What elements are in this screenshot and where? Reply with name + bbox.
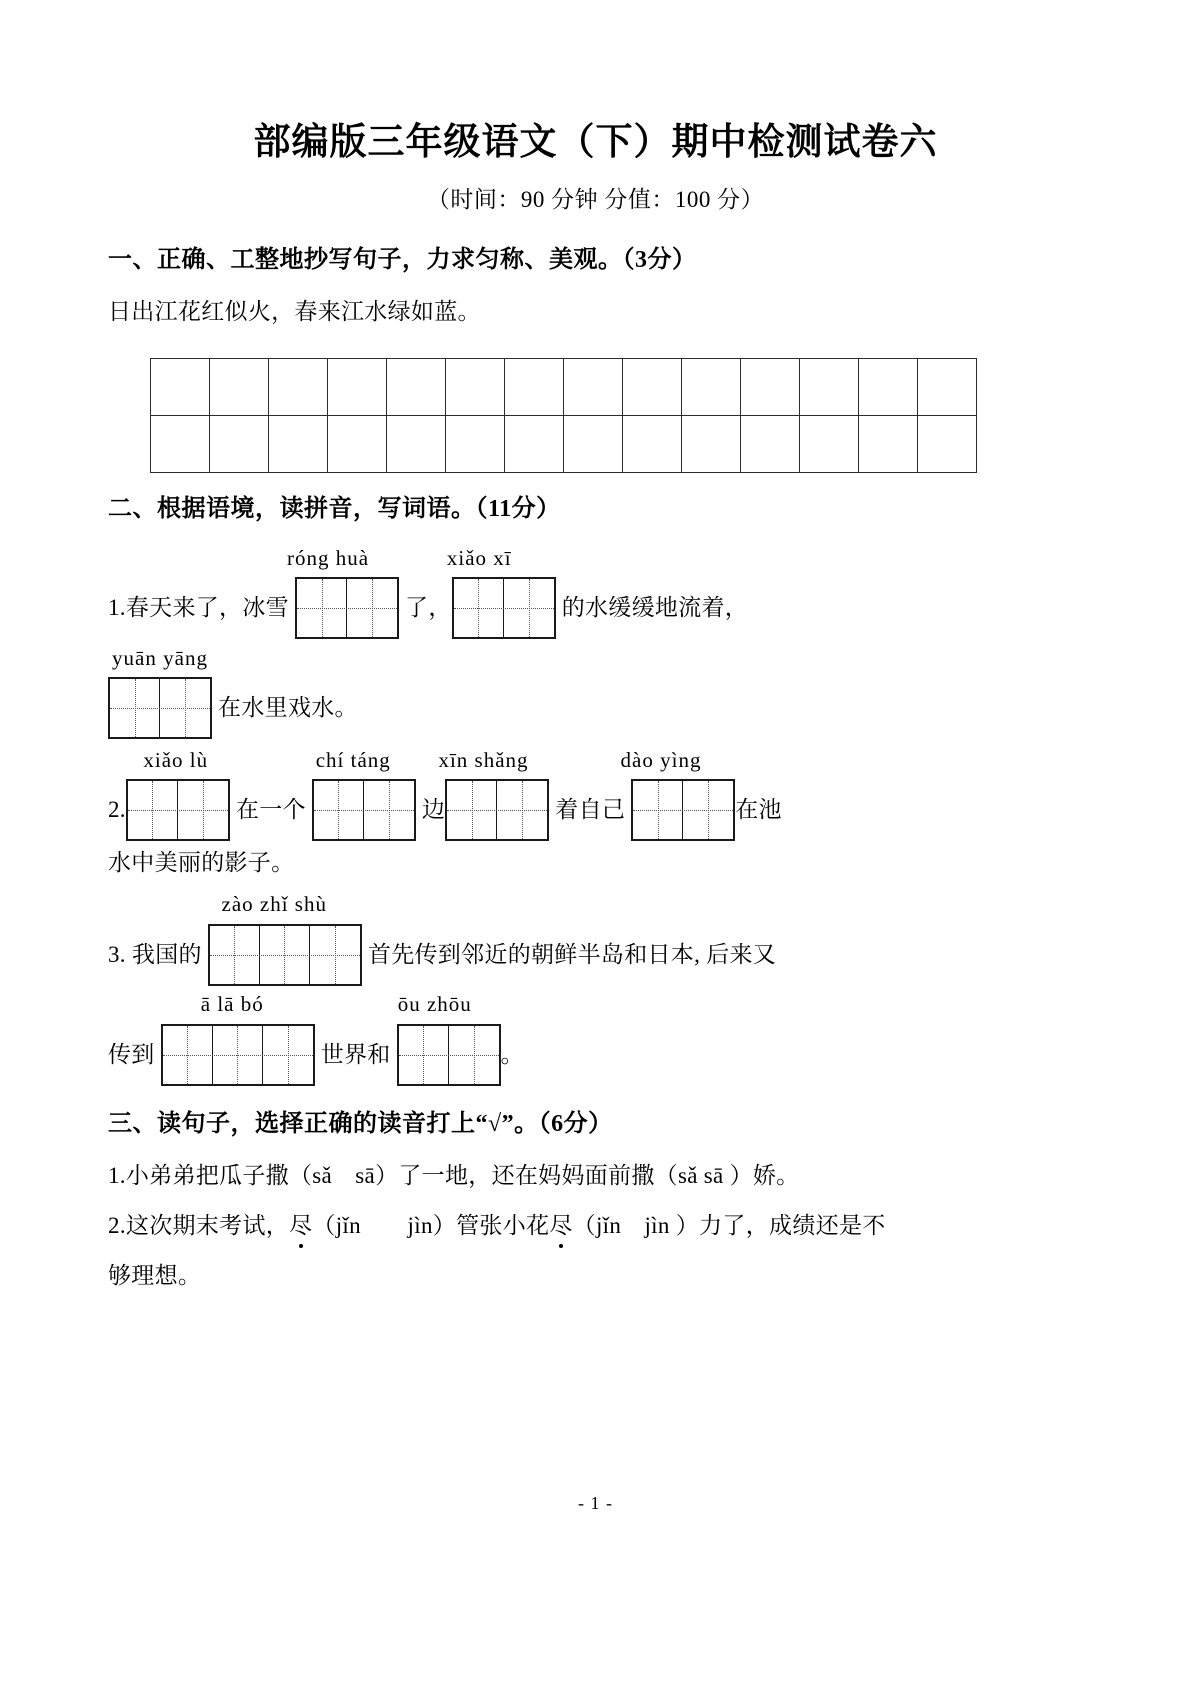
copy-grid-cell[interactable]: [623, 359, 682, 416]
pinyin-row: [108, 888, 1083, 918]
tianzige-cell[interactable]: [447, 781, 497, 839]
pinyin-label: ā lā bó: [200, 992, 264, 1017]
tianzige-cell[interactable]: [633, 781, 683, 839]
copy-grid-cell[interactable]: [446, 416, 505, 473]
copy-grid-cell[interactable]: [800, 359, 859, 416]
tianzige-box[interactable]: [397, 1024, 501, 1086]
tianzige-cell[interactable]: [263, 1026, 313, 1084]
answer-row-text: 在水里戏水。: [212, 695, 358, 721]
copy-grid-cell[interactable]: [859, 416, 918, 473]
tianzige-cell[interactable]: [347, 579, 397, 637]
copy-grid-row: [151, 416, 977, 473]
copy-grid-cell[interactable]: [505, 359, 564, 416]
copy-grid-row: [151, 359, 977, 416]
copy-grid-cell[interactable]: [328, 416, 387, 473]
tianzige-cell[interactable]: [260, 926, 310, 984]
copy-grid-cell[interactable]: [505, 416, 564, 473]
answer-row-text: 传到: [108, 1041, 161, 1067]
copy-grid-cell[interactable]: [269, 359, 328, 416]
tianzige-cell[interactable]: [399, 1026, 449, 1084]
answer-row-text: 边: [415, 797, 446, 823]
section-heading-3: 三、读句子，选择正确的读音打上“√”。（6分）: [108, 1110, 613, 1137]
emphasized-character: 尽: [289, 1206, 312, 1246]
answer-row-text: 1.春天来了，冰雪: [108, 595, 295, 621]
page-number: - 1 -: [578, 1493, 613, 1513]
question-2-2: [108, 743, 1083, 883]
tianzige-cell[interactable]: [160, 679, 210, 737]
answer-row-text: 3. 我国的: [108, 941, 208, 967]
answer-row: [108, 777, 1083, 843]
copy-grid-cell[interactable]: [269, 416, 328, 473]
copy-grid-cell[interactable]: [741, 359, 800, 416]
pinyin-label: xiǎo xī: [446, 546, 512, 571]
pinyin-row: [108, 743, 1083, 773]
copy-grid-cell[interactable]: [564, 416, 623, 473]
copy-grid-cell[interactable]: [741, 416, 800, 473]
copy-grid-container: [150, 358, 1083, 473]
pinyin-label: róng huà: [286, 546, 370, 571]
section-heading-2: 二、根据语境，读拼音，写词语。（11分）: [108, 496, 561, 523]
answer-row-text: 在一个: [229, 797, 312, 823]
tianzige-cell[interactable]: [314, 781, 364, 839]
question-2-1: [108, 541, 1083, 741]
tianzige-box[interactable]: [312, 779, 416, 841]
tianzige-cell[interactable]: [454, 579, 504, 637]
answer-row: [108, 575, 1083, 641]
pinyin-row: [108, 988, 1083, 1018]
copy-grid-cell[interactable]: [387, 359, 446, 416]
answer-row-text: 着自己: [549, 797, 632, 823]
tianzige-cell[interactable]: [210, 926, 260, 984]
answer-row: [108, 922, 1083, 988]
pinyin-label: chí táng: [315, 748, 391, 773]
section-heading-1: 一、正确、工整地抄写句子，力求匀称、美观。（3分）: [108, 247, 697, 274]
exam-meta-line: （时间：90 分钟 分值：100 分）: [426, 186, 765, 212]
section1-sentence: 日出江花红似火，春来江水绿如蓝。: [108, 299, 481, 325]
question-2-3: [108, 888, 1083, 1088]
page-title: 部编版三年级语文（下）期中检测试卷六: [253, 122, 938, 163]
answer-row-text: 了，: [399, 595, 452, 621]
tianzige-box[interactable]: [126, 779, 230, 841]
copy-writing-grid[interactable]: [150, 358, 977, 473]
answer-row: [108, 1022, 1083, 1088]
answer-row-text: 的水缓缓地流着，: [555, 595, 749, 621]
tianzige-cell[interactable]: [683, 781, 733, 839]
emphasized-character: 尽: [549, 1206, 572, 1246]
copy-grid-cell[interactable]: [800, 416, 859, 473]
copy-grid-cell[interactable]: [387, 416, 446, 473]
copy-grid-cell[interactable]: [623, 416, 682, 473]
answer-row-text: 2.: [108, 797, 126, 823]
answer-row: [108, 675, 1083, 741]
tianzige-box[interactable]: [445, 779, 549, 841]
copy-grid-cell[interactable]: [918, 416, 977, 473]
tianzige-cell[interactable]: [110, 679, 160, 737]
pinyin-label: xīn shǎng: [438, 748, 529, 773]
answer-row-text: 在池: [735, 797, 782, 823]
tianzige-cell[interactable]: [128, 781, 178, 839]
pinyin-label: xiǎo lù: [143, 748, 209, 773]
pinyin-label: yuān yāng: [112, 646, 208, 671]
tianzige-cell[interactable]: [497, 781, 547, 839]
tianzige-box[interactable]: [295, 577, 399, 639]
tianzige-box[interactable]: [452, 577, 556, 639]
pinyin-row: [108, 541, 1083, 571]
question-3-2: 2.这次期末考试，尽（jǐn jìn）管张小花尽（jǐn jìn ）力了，成绩还是不: [108, 1206, 1083, 1246]
copy-grid-cell[interactable]: [564, 359, 623, 416]
pinyin-label: ōu zhōu: [397, 992, 472, 1017]
pinyin-label: dào yìng: [620, 748, 702, 773]
copy-grid-cell[interactable]: [151, 359, 210, 416]
copy-grid-cell[interactable]: [682, 416, 741, 473]
tianzige-cell[interactable]: [504, 579, 554, 637]
tianzige-box[interactable]: [631, 779, 735, 841]
tianzige-cell[interactable]: [213, 1026, 263, 1084]
tianzige-cell[interactable]: [310, 926, 360, 984]
tianzige-cell[interactable]: [297, 579, 347, 637]
copy-grid-cell[interactable]: [859, 359, 918, 416]
tianzige-cell[interactable]: [163, 1026, 213, 1084]
tianzige-cell[interactable]: [449, 1026, 499, 1084]
tianzige-box[interactable]: [108, 677, 212, 739]
tianzige-cell[interactable]: [178, 781, 228, 839]
question-3-1: 1.小弟弟把瓜子撒（sǎ sā）了一地，还在妈妈面前撒（sǎ sā ）娇。: [108, 1162, 800, 1188]
copy-grid-cell[interactable]: [151, 416, 210, 473]
question-3-2-continuation: 够理想。: [108, 1263, 202, 1289]
pinyin-label: zào zhǐ shù: [221, 892, 327, 917]
tianzige-box[interactable]: [161, 1024, 315, 1086]
pinyin-row: [108, 641, 1083, 671]
copy-grid-cell[interactable]: [682, 359, 741, 416]
tianzige-cell[interactable]: [364, 781, 414, 839]
answer-row-text: 世界和: [314, 1041, 397, 1067]
copy-grid-cell[interactable]: [328, 359, 387, 416]
question-2-2-continuation: 水中美丽的影子。: [108, 850, 295, 876]
copy-grid-cell[interactable]: [210, 416, 269, 473]
copy-grid-cell[interactable]: [918, 359, 977, 416]
answer-row-text: 。: [500, 1041, 524, 1067]
tianzige-box[interactable]: [208, 924, 362, 986]
copy-grid-cell[interactable]: [446, 359, 505, 416]
copy-grid-cell[interactable]: [210, 359, 269, 416]
answer-row-text: 首先传到邻近的朝鲜半岛和日本, 后来又: [361, 941, 777, 967]
